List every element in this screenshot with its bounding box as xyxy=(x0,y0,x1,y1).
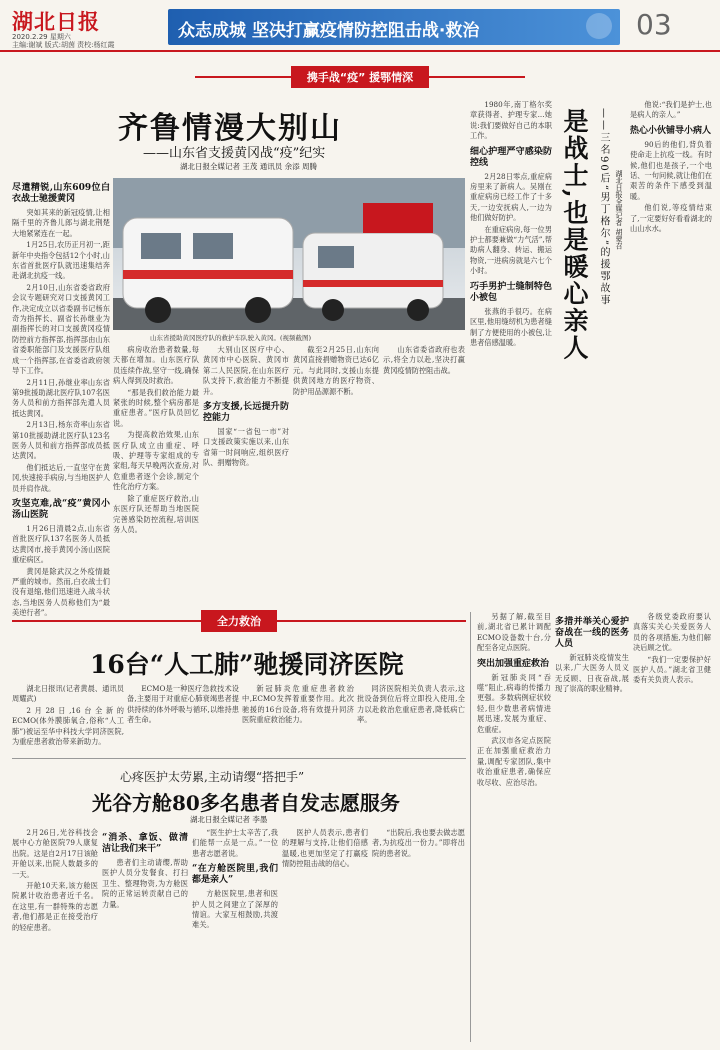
issue-date: 2020.2.29 星期六 xyxy=(12,33,71,41)
article3-heading2: 多措并举关心爱护奋战在一线的医务人员 xyxy=(555,617,629,649)
article3-heading1: 突出加强重症救治 xyxy=(477,658,550,669)
paragraph: 医护人员表示,患者们的理解与支持,让他们倍感温暖,也更加坚定了打赢疫情防控阻击战的信心。 xyxy=(282,828,368,869)
paragraph: 2月10日,山东省委省政府会议专题研究对口支援黄冈工作,决定成立以省委副书记杨东奇为指挥长、副省长孙继业为副指挥长的对口支援黄冈疫情防控前方指挥部,指挥部由山东省委职能部门及支援医疗队组成一个指挥部,在省委省政府领导下工作。 xyxy=(12,282,110,376)
article2-heading1: 细心护理严守感染防控线 xyxy=(470,146,552,168)
paragraph: 突如其来的新冠疫情,让相隔千里的齐鲁儿郎与湖北荆楚大地紧紧连在一起。 xyxy=(12,208,110,238)
article2-heading3: 热心小伙铺导小病人 xyxy=(630,125,712,136)
article3-col5 xyxy=(477,612,551,1042)
paragraph: ECMO是一种医疗急救技术设备,主要用于对重症心肺衰竭患者提供持续的体外呼吸与循环,以维持患者生命。 xyxy=(127,684,239,725)
banner-emblem-icon xyxy=(586,13,612,39)
article1-heading2: 攻坚克难,战“疫”黄冈小汤山医院 xyxy=(12,498,110,520)
paragraph: 1月25日,农历正月初一,距新年中央指令包括12个小时,山东省首批医疗队就迅速集结奔赴湖北抗疫一线。 xyxy=(12,240,110,281)
paragraph: 同济医院相关负责人表示,这批设备到位后将立即投入使用,全力以赴救治危重症患者,降低病亡率。 xyxy=(357,684,465,725)
article1-subtitle: ——山东省支援黄冈战“疫”纪实 xyxy=(143,146,326,161)
paragraph: 新冠肺炎危重症患者救治中,ECMO发挥着重要作用。此次驰援的16台设备,将有效提升同济医院重症救治能力。 xyxy=(242,684,354,725)
article3-col2 xyxy=(127,684,239,754)
article3-col4 xyxy=(357,684,465,754)
paragraph: 新冠肺炎疫情发生以来,广大医务人员义无反顾、日夜奋战,展现了崇高的职业精神。 xyxy=(555,653,629,694)
paragraph: 截至2月25日,山东向黄冈直接捐赠物资已达6亿元。与此同时,支援山东提供黄冈地方的医疗物资、防护用品源源不断。 xyxy=(293,345,379,396)
article1-heading1: 尽遣精锐,山东609位白衣战士驰援黄冈 xyxy=(12,183,110,204)
paragraph: 2月26日,光谷科技会展中心方舱医院79人康复出院。这是自2月17日该舱开舱以来,出院人数最多的一天。 xyxy=(12,828,98,879)
paragraph: 2月11日,孙继业率山东省第9批援助湖北医疗队107名医务人员和前方指挥部先遣人员抵达黄冈。 xyxy=(12,377,110,418)
article4-col5 xyxy=(372,828,465,1042)
paragraph: 大别山区医疗中心、黄冈市中心医院、黄冈市第二人民医院,在山东医疗队支持下,救治能力不断提升。 xyxy=(203,345,289,396)
paragraph: 1980年,南丁格尔奖章获得者、护理专家...她说:我们要做好自己的本职工作。 xyxy=(470,100,552,141)
paragraph: “那是我们救治能力最紧张的时候,整个病房都是重症患者。”医疗队员回忆说。 xyxy=(113,387,199,428)
paragraph: 他们抵达后,一直坚守在黄冈,快速接手病房,与当地医护人员并肩作战。 xyxy=(12,462,111,493)
newspaper-logo: 湖北日报 xyxy=(12,9,100,34)
article2-subtitle: ——三名90后“男丁格尔”的援鄂故事 xyxy=(598,108,609,307)
editor-credits: 主编:谢斌 版式:胡茵 责校:杨红霞 xyxy=(12,41,115,49)
paragraph: “医生护士太辛苦了,我们能帮一点是一点。”一位患者志愿者说。 xyxy=(192,828,278,858)
paragraph: 黄冈是除武汉之外疫情最严重的城市。然而,白衣战士们没有退缩,他们迅速进入战斗状态,当地医务人员称他们为“最美逆行者”。 xyxy=(12,566,110,618)
paragraph: 山东省委省政府也表示,将全力以赴,坚决打赢黄冈疫情防控阻击战。 xyxy=(383,345,465,375)
section-header-bottom xyxy=(12,610,466,632)
paragraph: 国家“一省包一市”对口支援政策实施以来,山东省第一时间响应,组织医疗队、捐赠物资。 xyxy=(203,427,289,468)
paragraph: 他们说,等疫情结束了,一定要好好看看湖北的山山水水。 xyxy=(630,203,712,234)
article1-col3 xyxy=(203,345,289,605)
article1-col1 xyxy=(12,178,111,618)
article2-title: 是战士,也是暖心亲人 xyxy=(560,108,589,362)
article4-heading2: “在方舱医院里,我们都是亲人” xyxy=(192,864,278,886)
article2-heading2: 巧手男护士缝制特色小被包 xyxy=(470,281,552,303)
paragraph: 他说:“我们是护士,也是病人的亲人。” xyxy=(630,100,712,120)
column-divider xyxy=(470,612,471,1042)
article4-heading1: “消杀、拿饭、做清洁让我们来干” xyxy=(102,833,188,854)
paragraph: 另据了解,截至目前,湖北省已累计调配ECMO设备数十台,分配至各定点医院。 xyxy=(477,612,551,653)
article4-byline: 湖北日报全媒记者 李墨 xyxy=(190,815,268,824)
article3-col3 xyxy=(242,684,354,754)
paragraph: 患者们主动请缨,帮助医护人员分发餐食、打扫卫生、整理物资,为方舱医院的正常运转贡献自己的力量。 xyxy=(102,858,188,909)
article2-col1 xyxy=(470,100,552,605)
article3-col6 xyxy=(555,612,629,1042)
section-tag: 全力救治 xyxy=(201,610,277,632)
article3-col1 xyxy=(12,684,124,754)
paragraph: 方舱医院里,患者和医护人员之间建立了深厚的情谊。大家互相鼓励,共渡难关。 xyxy=(192,889,278,930)
article2-byline: 湖北日报全媒记者 胡蒙召 xyxy=(615,170,623,250)
paragraph: 1月26日清晨2点,山东省首批医疗队137名医务人员抵达黄冈市,接手黄冈小汤山医院重症病区。 xyxy=(12,523,110,565)
paragraph: 武汉市各定点医院正在加强重症救治力量,调配专家团队,集中收治重症患者,确保应收尽收、应治尽治。 xyxy=(477,736,551,787)
article4-kicker: 心疼医护太劳累,主动请缨“搭把手” xyxy=(120,770,305,784)
article1-heading3: 多方支援,长远提升防控能力 xyxy=(203,402,289,424)
article4-col3 xyxy=(192,828,278,1042)
article1-col2 xyxy=(113,345,199,605)
article1-title: 齐鲁情漫大别山 xyxy=(118,111,342,146)
section-tag: 携手战“疫” 援鄂情深 xyxy=(291,66,429,88)
paragraph: 开舱10天来,该方舱医院累计收治患者近千名。在这里,有一群特殊的志愿者,他们都是正在接受治疗的轻症患者。 xyxy=(12,881,98,932)
paragraph: 2月13日,杨东奇率山东省第10批援助湖北医疗队123名医务人员和前方指挥部成员抵达黄冈。 xyxy=(12,420,110,461)
paragraph: “出院后,我也要去做志愿者,为抗疫出一份力。”即将出院的患者说。 xyxy=(372,828,465,858)
paragraph: 90后的他们,背负着使命走上抗疫一线。有时候,他们也是孩子,一个电话、一句问候,就让他们在艰苦的条件下感受到温暖。 xyxy=(630,139,712,201)
banner-text: 众志成城 坚决打赢疫情防控阻击战·救治 xyxy=(178,21,480,41)
paragraph: 2月28日零点,重症病房里来了新病人。吴刚在重症病房已经工作了十多天,一边安抚病人,一边为他们做好防护。 xyxy=(470,171,552,223)
article2-col2 xyxy=(630,100,712,605)
paragraph: “我们一定要保护好医护人员。”湖北省卫健委有关负责人表示。 xyxy=(633,654,711,685)
paragraph: 2月28日,16台全新的ECMO(体外膜肺氧合,俗称“人工肺”)被运至华中科技大学同济医院,为重症患者救治带来新助力。 xyxy=(12,705,124,747)
photo-caption: 山东省援助黄冈医疗队的救护车队驶入黄冈。(视频截图) xyxy=(150,334,312,342)
page-number: 03 xyxy=(636,8,672,41)
issue-meta xyxy=(12,33,115,49)
article4-col4 xyxy=(282,828,368,1042)
paragraph: 张燕的手很巧。在病区里,他用缝纫机为患者缝制了方便使用的小被包,让患者倍感温暖。 xyxy=(470,306,552,347)
ambulance-photo xyxy=(113,178,465,330)
article1-byline: 湖北日报全媒记者 王茂 通讯员 余添 周腾 xyxy=(180,162,318,171)
page-banner xyxy=(168,9,620,45)
paragraph: 除了重症医疗救治,山东医疗队还帮助当地医院完善感染防控流程,培训医务人员。 xyxy=(113,493,199,534)
paragraph: 为提高救治效果,山东医疗队成立由重症、呼吸、护理等专家组成的专家组,每天早晚两次查房,对危重患者逐个会诊,制定个性化治疗方案。 xyxy=(113,430,199,492)
article3-title: 16台“人工肺”驰援同济医院 xyxy=(90,650,404,679)
masthead xyxy=(0,0,720,52)
paragraph: 新冠肺炎同“吞噬”阻止,病毒的传播力更强。多数病例症状较轻,但少数患者病情进展迅速,发展为重症、危重症。 xyxy=(477,672,551,734)
article3-col7 xyxy=(633,612,711,1042)
article-divider xyxy=(12,758,466,759)
ambulance-illustration xyxy=(113,178,465,330)
article4-col2 xyxy=(102,828,188,1042)
article1-col4 xyxy=(293,345,379,605)
article4-title: 光谷方舱80多名患者自发志愿服务 xyxy=(92,791,400,815)
article1-col5 xyxy=(383,345,465,605)
article4-col1 xyxy=(12,828,98,1042)
section-header-top xyxy=(195,66,525,88)
paragraph: 在重症病房,每一位男护士都要兼做“力气活”,帮助病人翻身、转运、搬运物资,一进病房就是六七个小时。 xyxy=(470,224,552,276)
paragraph: 病房收治患者数量,每天都在增加。山东医疗队员连续作战,坚守一线,确保病人得到及时救治。 xyxy=(113,345,199,386)
paragraph: 各级党委政府要认真落实关心关爱医务人员的各项措施,为他们解决后顾之忧。 xyxy=(633,612,711,653)
article3-byline: 湖北日报讯(记者黄晨、通讯员周耀武) xyxy=(12,684,124,704)
